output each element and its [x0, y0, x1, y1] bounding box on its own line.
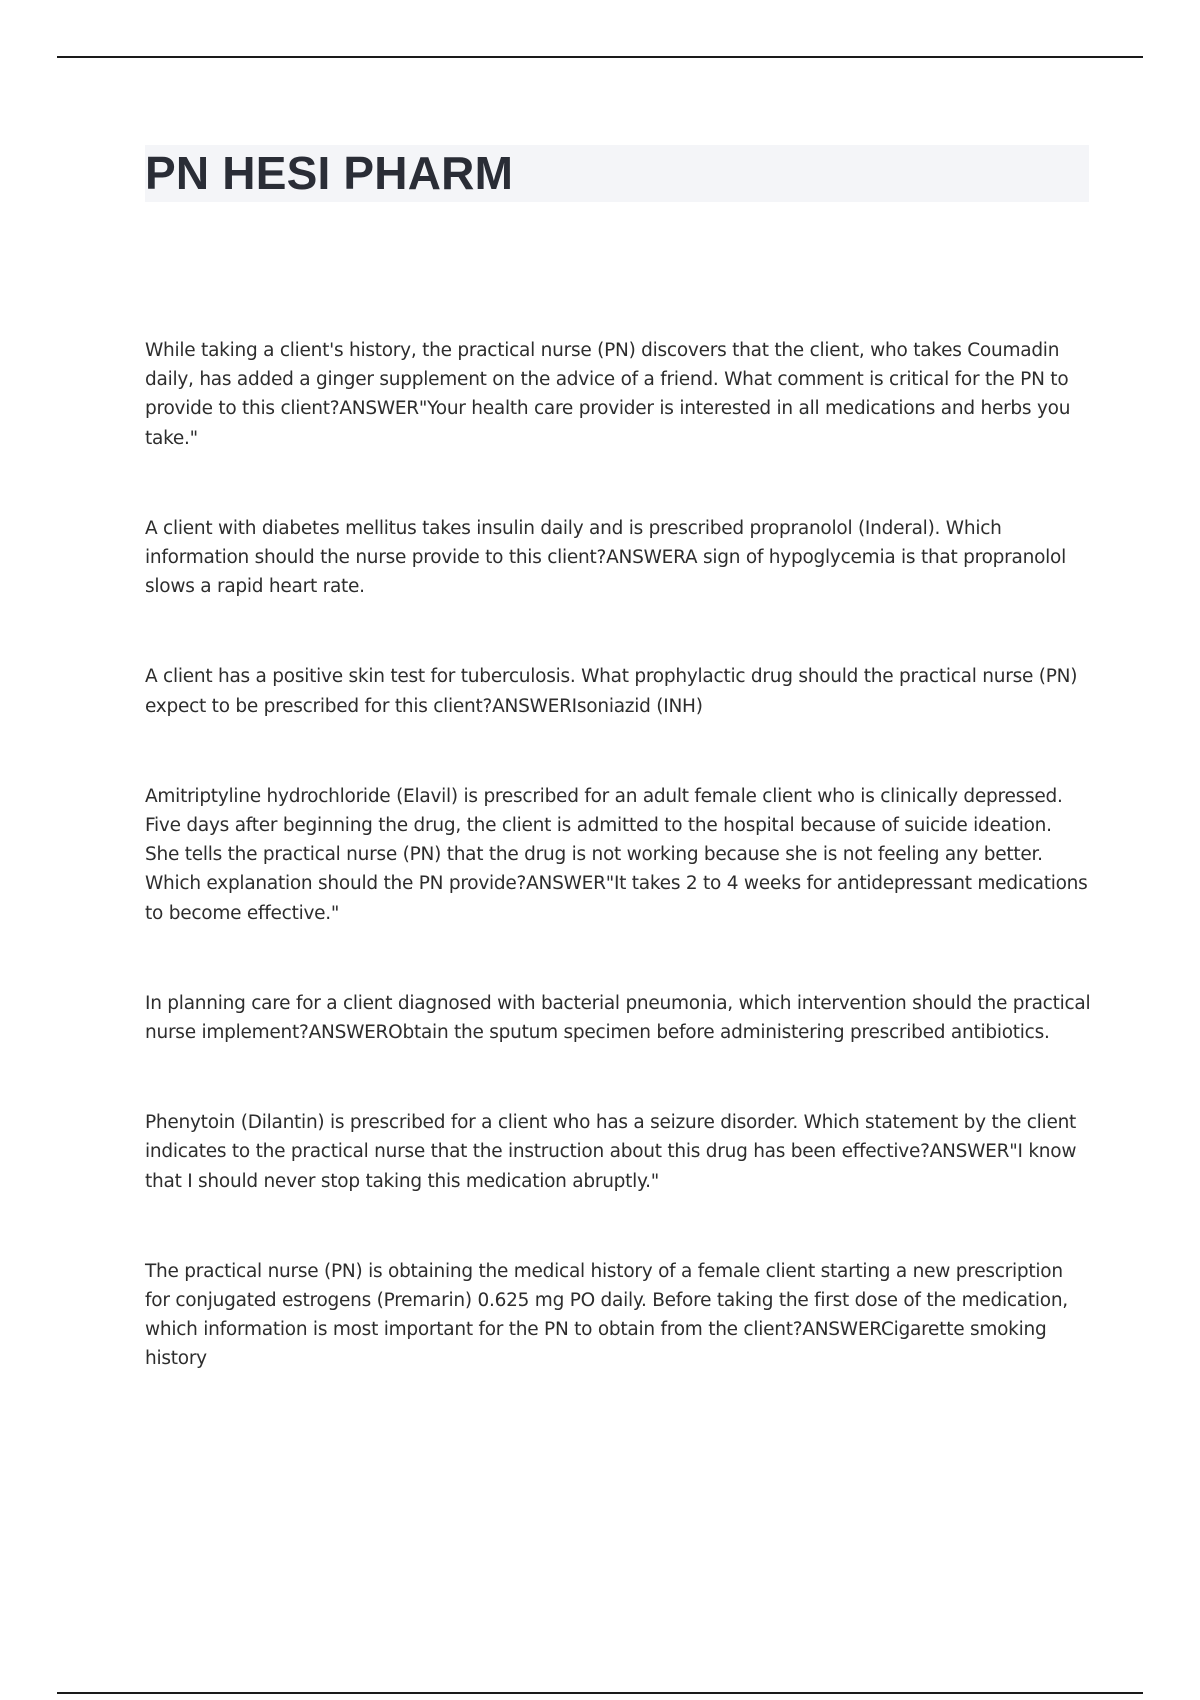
qa-item-6: Phenytoin (Dilantin) is prescribed for a client who has a seizure disorder. Which statement by the client indicates to the practical nurse that the instruction about this drug has been effective?ANSWER"I know that I should never stop taking this medication abruptly." [145, 1112, 1077, 1192]
qa-item-2: A client with diabetes mellitus takes insulin daily and is prescribed propranolol (Inderal). Which information should the nurse provide to this client?ANSWERA sign of hypoglycemia is that propranolol slows a rapid heart rate. [145, 517, 1066, 598]
qa-item-7: The practical nurse (PN) is obtaining the medical history of a female client starting a new prescription for conjugated estrogens (Premarin) 0.625 mg PO daily. Before taking the first dose of the medication, which information is most important for the PN to obtain from the client?ANSWERCigarette smoking history [145, 1260, 1068, 1370]
top-divider [57, 56, 1143, 58]
qa-item-4: Amitriptyline hydrochloride (Elavil) is prescribed for an adult female client who is clinically depressed. Five days after beginning the drug, the client is admitted to the hospital because of suicide ideation. She tells the practical nurse (PN) that the drug is not working because she is not feeling any better. Which explanation should the PN provide?ANSWER"It takes 2 to 4 weeks for antidepressant medications to become effective." [145, 785, 1088, 924]
qa-item-5: In planning care for a client diagnosed with bacterial pneumonia, which intervention should the practical nurse implement?ANSWERObtain the sputum specimen before administering prescribed antibiotics. [145, 992, 1091, 1044]
qa-list [145, 336, 1091, 1435]
qa-item-3: A client has a positive skin test for tuberculosis. What prophylactic drug should the practical nurse (PN) expect to be prescribed for this client?ANSWERIsoniazid (INH) [145, 666, 1078, 717]
qa-item-1: While taking a client's history, the practical nurse (PN) discovers that the client, who takes Coumadin daily, has added a ginger supplement on the advice of a friend. What comment is critical for the PN to provide to this client?ANSWER"Your health care provider is interested in all medications and herbs you take." [145, 340, 1071, 449]
page-title: PN HESI PHARM [145, 147, 514, 199]
bottom-divider [57, 1692, 1143, 1694]
